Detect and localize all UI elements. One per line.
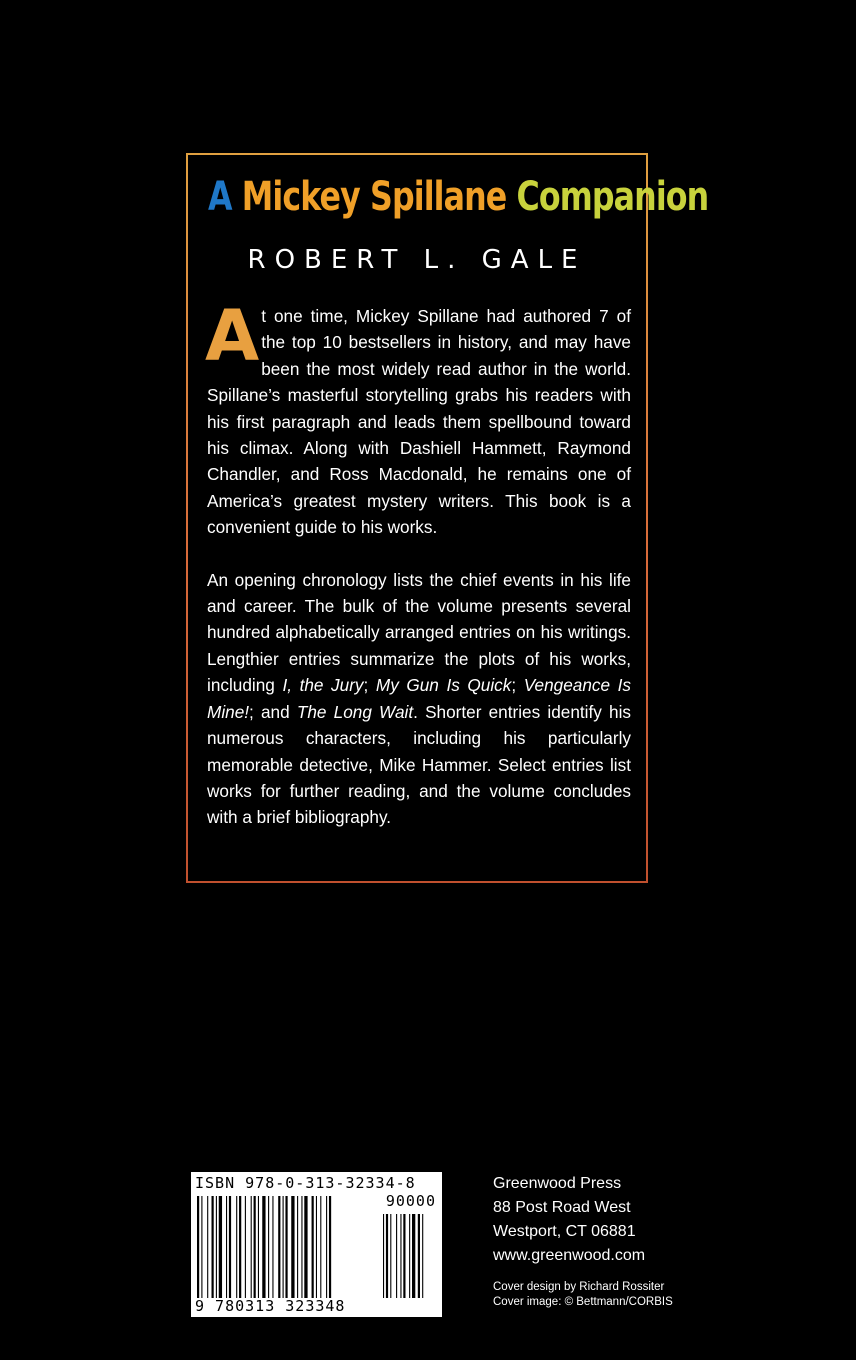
book-title-the-long-wait: The Long Wait — [296, 701, 414, 722]
publisher-street: 88 Post Road West — [493, 1199, 631, 1216]
isbn-label: ISBN 978-0-313-32334-8 — [195, 1174, 416, 1192]
cover-design-credit: Cover design by Richard Rossiter — [493, 1281, 665, 1293]
blurb-paragraph-1 — [205, 295, 631, 541]
paragraph-2-text-b: . Shorter entries identify his numerous characters, including his particularly memorable detective, Mike Hammer. Select entries list works for further reading, and the volume concludes with a brief bibliography. — [207, 701, 631, 828]
book-title — [208, 173, 709, 221]
author-name: ROBERT L. GALE — [247, 245, 587, 275]
isbn-digits: 9 780313 323348 — [195, 1297, 346, 1315]
description-panel — [186, 153, 709, 883]
separator: ; — [363, 675, 376, 696]
title-word-companion: Companion — [516, 174, 709, 220]
publisher-city: Westport, CT 06881 — [493, 1223, 636, 1240]
blurb — [205, 295, 631, 857]
drop-cap: A — [205, 295, 260, 377]
barcode-bars — [197, 1196, 437, 1298]
paragraph-1-text: t one time, Mickey Spillane had authored 7 of the top 10 bestsellers in history, and may have been the most widely read author in the world. Spillane’s masterful storytelling grabs his readers with his first paragraph and leads them spellbound toward his climax. Along with Dashiell Hammett, Raymond Chandler, and Ross Macdonald, he remains one of America’s greatest mystery writers. This book is a convenient guide to his works. — [207, 306, 631, 538]
publisher-info — [493, 1172, 645, 1268]
price-code: 90000 — [385, 1192, 436, 1210]
book-title-i-the-jury: I, the Jury — [282, 675, 364, 696]
publisher-website: www.greenwood.com — [493, 1247, 646, 1264]
publisher-name: Greenwood Press — [493, 1175, 622, 1192]
blurb-paragraph-2 — [207, 567, 631, 831]
title-word-a: A — [208, 174, 232, 220]
title-word-mickey-spillane: Mickey Spillane — [241, 174, 507, 220]
isbn-barcode — [191, 1172, 442, 1317]
cover-image-credit: Cover image: © Bettmann/CORBIS — [493, 1296, 673, 1308]
book-title-vengeance-is-mine: Vengeance Is Mine! — [207, 675, 631, 722]
cover-credits — [493, 1280, 673, 1310]
separator: ; and — [249, 701, 297, 722]
paragraph-2-text-a: An opening chronology lists the chief events in his life and career. The bulk of the volume presents several hundred alphabetically arranged entries on his writings. Lengthier entries summarize the plots of his works, including — [207, 569, 631, 696]
separator: ; — [511, 675, 524, 696]
book-title-my-gun-is-quick: My Gun Is Quick — [375, 675, 512, 696]
